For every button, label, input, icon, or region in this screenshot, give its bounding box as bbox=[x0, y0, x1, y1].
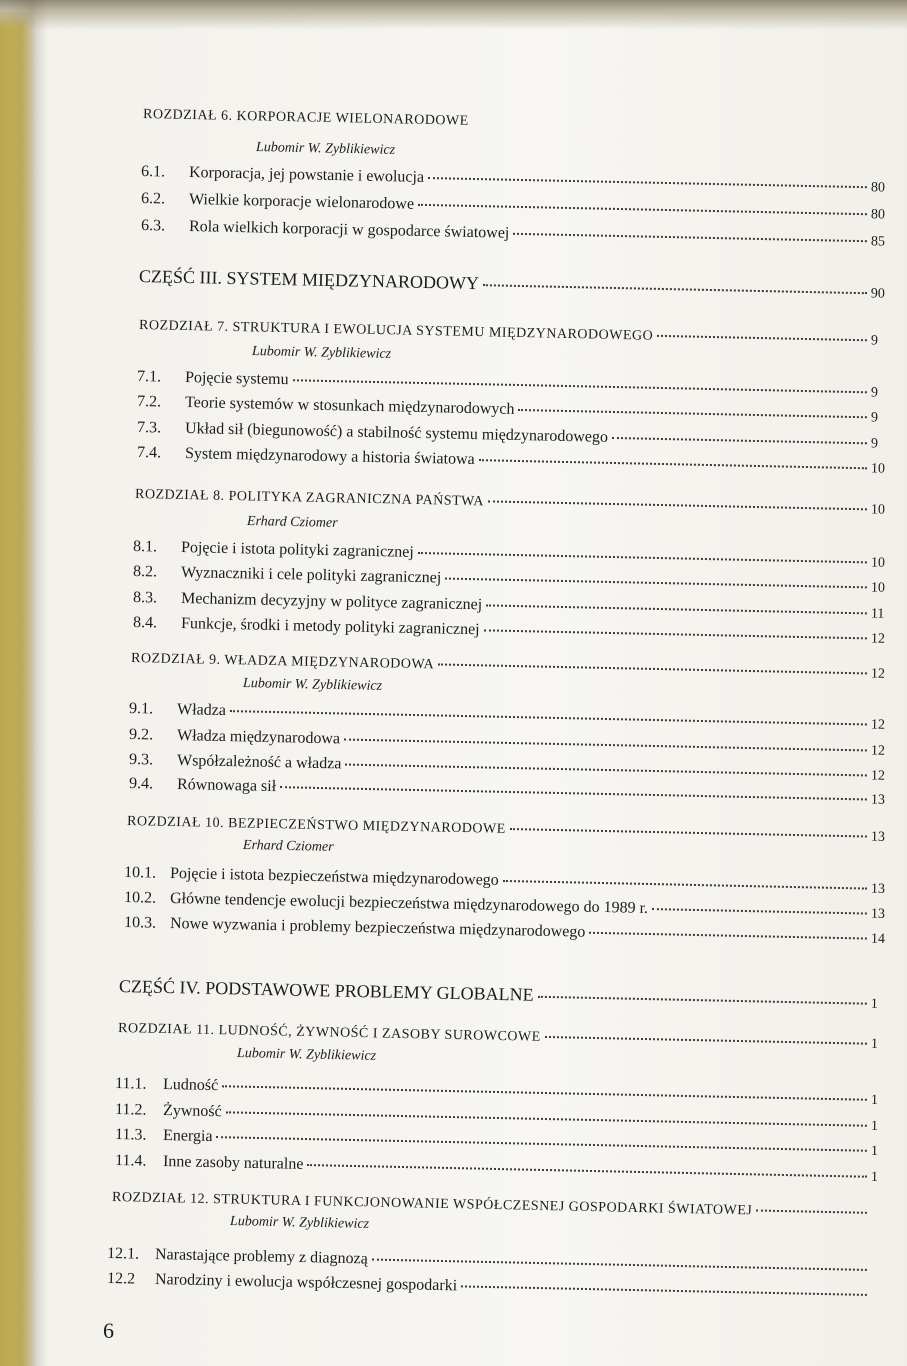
page-ref: 13 bbox=[870, 906, 886, 922]
page-ref: 80 bbox=[870, 207, 886, 223]
item-number: 7.3. bbox=[136, 419, 162, 437]
item-title: Władza międzynarodowa bbox=[176, 727, 341, 748]
dot-leader bbox=[652, 906, 867, 915]
page-ref: 13 bbox=[870, 829, 886, 845]
page-ref: 85 bbox=[870, 234, 886, 250]
chapter-title: ROZDZIAŁ 11. LUDNOŚĆ, ŻYWNOŚĆ I ZASOBY SUROWCOWE bbox=[117, 1021, 541, 1045]
item-number: 7.1. bbox=[136, 368, 162, 386]
dot-leader bbox=[545, 1034, 867, 1045]
item-number: 8.1. bbox=[132, 538, 158, 556]
dot-leader bbox=[518, 407, 867, 418]
page-ref: 10 bbox=[870, 461, 886, 477]
page-ref: 12 bbox=[870, 666, 886, 682]
chapter-author: Lubomir W. Zyblikiewicz bbox=[236, 1046, 377, 1064]
page-top-shadow bbox=[0, 0, 907, 30]
page-ref: 1 bbox=[870, 1118, 879, 1134]
page-ref: 10 bbox=[870, 555, 886, 571]
item-title: Ludność bbox=[162, 1076, 219, 1095]
item-title: System międzynarodowy a historia światowa bbox=[184, 445, 475, 469]
item-number: 9.2. bbox=[128, 726, 154, 744]
item-title: Główne tendencje ewolucji bezpieczeństwa międzynarodowego do 1989 r. bbox=[169, 889, 649, 917]
dot-leader bbox=[486, 602, 867, 614]
item-title: Władza bbox=[176, 701, 227, 720]
toc-part-3 bbox=[139, 266, 907, 306]
dot-leader bbox=[484, 627, 867, 639]
chapter-title: ROZDZIAŁ 10. BEZPIECZEŃSTWO MIĘDZYNARODOWE bbox=[126, 814, 506, 837]
item-title: Pojęcie i istota bezpieczeństwa międzynarodowego bbox=[169, 864, 499, 889]
page-ref: 9 bbox=[870, 410, 879, 426]
dot-leader bbox=[344, 737, 867, 752]
item-title: Funkcje, środki i metody polityki zagranicznej bbox=[180, 615, 480, 639]
chapter-title: ROZDZIAŁ 8. POLITYKA ZAGRANICZNA PAŃSTWA bbox=[134, 487, 485, 510]
dot-leader bbox=[479, 457, 867, 469]
item-number: 8.2. bbox=[132, 563, 158, 581]
page-ref: 90 bbox=[870, 286, 885, 302]
dot-leader bbox=[510, 826, 867, 837]
item-number: 6.3. bbox=[140, 217, 166, 235]
item-number: 8.4. bbox=[132, 614, 158, 632]
item-title: Wyznaczniki i cele polityki zagranicznej bbox=[180, 564, 442, 587]
item-title: Narodziny i ewolucja współczesnej gospodarki bbox=[154, 1271, 458, 1295]
item-title: Współzależność a władza bbox=[176, 752, 342, 773]
page-ref: 12 bbox=[870, 743, 886, 759]
part-title: CZĘŚĆ IV. PODSTAWOWE PROBLEMY GLOBALNE bbox=[118, 976, 534, 1005]
page-ref: 10 bbox=[870, 502, 886, 518]
item-title: Mechanizm decyzyjny w polityce zagranicznej bbox=[180, 590, 483, 614]
item-number: 10.1. bbox=[123, 864, 157, 882]
page-ref: 13 bbox=[870, 881, 886, 897]
dot-leader bbox=[428, 175, 867, 188]
dot-leader bbox=[483, 282, 867, 294]
item-title: Pojęcie systemu bbox=[184, 369, 289, 389]
item-number: 11.3. bbox=[114, 1126, 147, 1144]
page-ref: 9 bbox=[870, 436, 879, 452]
chapter-author: Lubomir W. Zyblikiewicz bbox=[229, 1214, 370, 1232]
dot-leader bbox=[445, 576, 867, 589]
item-number: 6.1. bbox=[140, 163, 166, 181]
item-title: Układ sił (biegunowość) a stabilność systemu międzynarodowego bbox=[184, 420, 609, 446]
page-ref bbox=[871, 1217, 907, 1218]
page-ref: 13 bbox=[870, 792, 886, 808]
item-title: Równowaga sił bbox=[176, 776, 277, 796]
item-number: 12.1. bbox=[106, 1245, 140, 1263]
item-number: 7.2. bbox=[136, 393, 162, 411]
page-spine-shadow bbox=[8, 0, 48, 1366]
item-number: 6.2. bbox=[140, 190, 166, 208]
chapter-author: Lubomir W. Zyblikiewicz bbox=[255, 140, 396, 158]
page-ref: 1 bbox=[870, 1169, 879, 1185]
dot-leader bbox=[589, 930, 867, 940]
item-title: Pojęcie i istota polityki zagranicznej bbox=[180, 539, 415, 561]
item-number: 9.3. bbox=[128, 751, 154, 769]
chapter-title: ROZDZIAŁ 12. STRUKTURA I FUNKCJONOWANIE WSPÓŁCZESNEJ GOSPODARKI ŚWIATOWEJ bbox=[111, 1190, 753, 1219]
page-ref: 12 bbox=[870, 717, 886, 733]
item-number: 9.4. bbox=[128, 775, 154, 793]
page-ref bbox=[871, 1274, 907, 1275]
chapter-title: ROZDZIAŁ 7. STRUKTURA I EWOLUCJA SYSTEMU MIĘDZYNARODOWEGO bbox=[138, 318, 654, 344]
dot-leader bbox=[503, 878, 867, 890]
chapter-author: Erhard Cziomer bbox=[246, 514, 338, 531]
dot-leader bbox=[657, 333, 867, 341]
dot-leader bbox=[230, 708, 867, 725]
item-number: 11.1. bbox=[114, 1075, 147, 1093]
item-title: Teorie systemów w stosunkach międzynarodowych bbox=[184, 394, 515, 418]
page-ref: 12 bbox=[870, 631, 886, 647]
item-title: Wielkie korporacje wielonarodowe bbox=[188, 191, 415, 213]
dot-leader bbox=[293, 377, 867, 393]
toc-part-4 bbox=[119, 976, 907, 1017]
page-ref: 11 bbox=[870, 606, 885, 622]
page-ref bbox=[871, 1299, 907, 1300]
chapter-author: Lubomir W. Zyblikiewicz bbox=[251, 344, 392, 362]
page-ref: 14 bbox=[870, 931, 886, 947]
item-number: 10.3. bbox=[123, 914, 157, 932]
page-ref: 1 bbox=[870, 996, 878, 1012]
dot-leader bbox=[372, 1257, 867, 1271]
item-number: 8.3. bbox=[132, 589, 158, 607]
dot-leader bbox=[461, 1283, 867, 1295]
page-ref: 1 bbox=[870, 1036, 879, 1052]
page-ref: 9 bbox=[870, 333, 879, 349]
page-ref: 10 bbox=[870, 580, 886, 596]
dot-leader bbox=[307, 1162, 867, 1178]
dot-leader bbox=[538, 994, 867, 1005]
item-number: 9.1. bbox=[128, 700, 154, 718]
chapter-author: Erhard Cziomer bbox=[242, 838, 334, 855]
page-ref: 1 bbox=[870, 1143, 879, 1159]
item-title: Żywność bbox=[162, 1102, 222, 1121]
dot-leader bbox=[418, 202, 867, 215]
dot-leader bbox=[612, 435, 867, 444]
item-title: Narastające problemy z diagnozą bbox=[154, 1246, 368, 1268]
item-title: Nowe wyzwania i problemy bezpieczeństwa międzynarodowego bbox=[169, 914, 586, 941]
page-number: 6 bbox=[103, 1318, 114, 1343]
dot-leader bbox=[756, 1207, 867, 1213]
item-title: Energia bbox=[162, 1127, 213, 1146]
item-number: 7.4. bbox=[136, 444, 162, 462]
item-title: Inne zasoby naturalne bbox=[162, 1153, 304, 1173]
dot-leader bbox=[222, 1083, 867, 1101]
chapter-author: Lubomir W. Zyblikiewicz bbox=[242, 676, 383, 694]
item-title: Rola wielkich korporacji w gospodarce światowej bbox=[188, 218, 510, 242]
page-ref: 80 bbox=[870, 180, 886, 196]
page-ref: 9 bbox=[870, 385, 879, 401]
item-number: 10.2. bbox=[123, 889, 157, 907]
item-number: 11.2. bbox=[114, 1101, 147, 1119]
chapter-title: ROZDZIAŁ 6. KORPORACJE WIELONARODOWE bbox=[142, 107, 469, 129]
dot-leader bbox=[513, 231, 867, 242]
item-title: Korporacja, jej powstanie i ewolucja bbox=[188, 164, 425, 186]
item-number: 11.4. bbox=[114, 1152, 147, 1170]
dot-leader bbox=[418, 550, 867, 563]
part-title: CZĘŚĆ III. SYSTEM MIĘDZYNARODOWY bbox=[138, 266, 480, 294]
dot-leader bbox=[488, 498, 867, 510]
chapter-title: ROZDZIAŁ 9. WŁADZA MIĘDZYNARODOWA bbox=[130, 651, 435, 673]
page-ref: 1 bbox=[870, 1092, 879, 1108]
dot-leader bbox=[438, 661, 867, 674]
item-number: 12.2 bbox=[106, 1270, 136, 1288]
page-ref: 12 bbox=[870, 768, 886, 784]
